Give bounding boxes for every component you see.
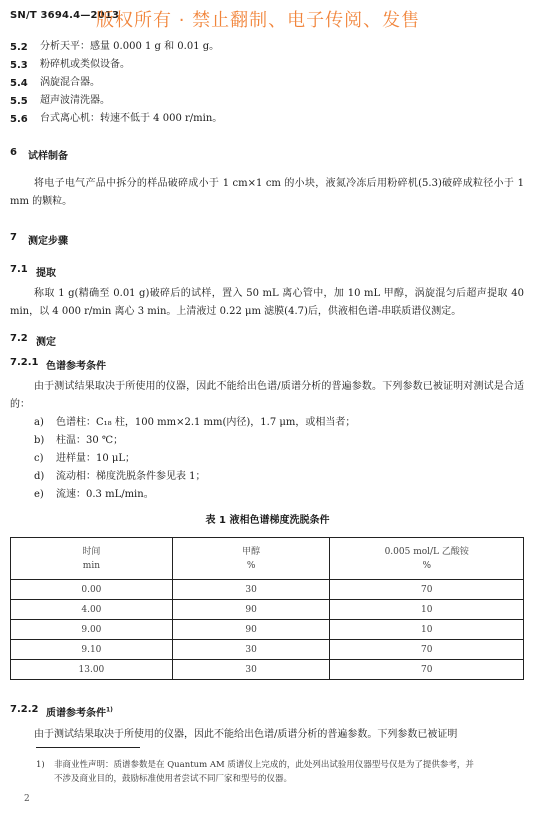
header-label: 0.005 mol/L 乙酸铵 <box>384 546 469 557</box>
section-number: 7 <box>10 232 17 243</box>
list-item: 流速：0.3 mL/min。 <box>56 489 154 500</box>
section-number: 6 <box>10 147 17 158</box>
item-number: 5.6 <box>10 114 28 125</box>
table-caption: 表 1 液相色谱梯度洗脱条件 <box>205 515 330 526</box>
section-title: 测定 <box>36 337 56 348</box>
ms-intro-paragraph: 由于测试结果取决于所使用的仪器，因此不能给出色谱/质谱分析的普遍参数。下列参数已被证明 <box>34 729 458 740</box>
section-number: 7.2.2 <box>10 704 39 715</box>
table-cell: 30 <box>172 640 330 660</box>
footnote-line: 不涉及商业目的，鼓励标准使用者尝试不同厂家和型号的仪器。 <box>54 774 293 784</box>
item-number: 5.4 <box>10 78 28 89</box>
standard-code: SN/T 3694.4—2013 <box>10 10 120 21</box>
header-unit: % <box>422 560 432 571</box>
table-row <box>11 660 524 680</box>
footnote-line: 非商业性声明：质谱参数是在 Quantum AM 质谱仪上完成的，此处列出试验用仪器型号仅是为了提供参考，并 <box>54 760 474 770</box>
list-item: 色谱柱：C₁₈ 柱，100 mm×2.1 mm(内径)，1.7 μm，或相当者； <box>56 417 356 428</box>
column-header-time <box>11 538 173 580</box>
column-header-methanol <box>172 538 330 580</box>
table-cell: 90 <box>172 620 330 640</box>
header-unit: % <box>246 560 256 571</box>
table-cell: 70 <box>330 580 524 600</box>
item-text: 台式离心机：转速不低于 4 000 r/min。 <box>40 113 223 124</box>
section-number: 7.1 <box>10 264 28 275</box>
section-title: 色谱参考条件 <box>46 361 106 372</box>
footnote-divider <box>36 747 140 748</box>
table-cell: 10 <box>330 600 524 620</box>
table-cell: 70 <box>330 660 524 680</box>
table-row <box>11 600 524 620</box>
table-cell: 0.00 <box>11 580 173 600</box>
header-unit: min <box>82 560 100 571</box>
section-title <box>46 704 113 719</box>
section-number: 7.2 <box>10 333 28 344</box>
gradient-table <box>10 537 524 680</box>
list-label: b) <box>34 435 45 446</box>
table-row <box>11 580 524 600</box>
item-text: 分析天平：感量 0.000 1 g 和 0.01 g。 <box>40 41 220 52</box>
footnote <box>36 758 474 786</box>
extraction-paragraph: 称取 1 g(精确至 0.01 g)破碎后的试样，置入 50 mL 离心管中，加 10 mL 甲醇，涡旋混匀后超声提取 40 min，以 4 000 r/min 离心 3 min。上清液过 0.22 μm 滤膜(4.7)后，供液相色谱-串联质谱仪测定。 <box>10 288 524 317</box>
column-header-ammonium-acetate <box>330 538 524 580</box>
list-label: c) <box>34 453 44 464</box>
item-number: 5.5 <box>10 96 28 107</box>
footnote-mark: 1) <box>36 760 45 770</box>
table-cell: 9.00 <box>11 620 173 640</box>
section-title: 测定步骤 <box>28 236 68 247</box>
table-cell: 13.00 <box>11 660 173 680</box>
header-label: 时间 <box>82 546 101 557</box>
list-label: e) <box>34 489 44 500</box>
section-number: 7.2.1 <box>10 357 39 368</box>
item-text: 粉碎机或类似设备。 <box>40 59 130 70</box>
table-cell: 10 <box>330 620 524 640</box>
table-cell: 30 <box>172 660 330 680</box>
item-text: 涡旋混合器。 <box>40 77 100 88</box>
table-cell: 4.00 <box>11 600 173 620</box>
table-header-row <box>11 538 524 580</box>
header-label: 甲醇 <box>242 546 261 557</box>
table-cell: 70 <box>330 640 524 660</box>
page-number: 2 <box>24 794 30 804</box>
item-number: 5.3 <box>10 60 28 71</box>
table-cell: 30 <box>172 580 330 600</box>
list-label: a) <box>34 417 44 428</box>
chromatography-intro-paragraph: 由于测试结果取决于所使用的仪器，因此不能给出色谱/质谱分析的普遍参数。下列参数已被证明对测试是合适的： <box>10 381 524 410</box>
section-title: 提取 <box>36 268 56 279</box>
copyright-watermark: 版权所有 · 禁止翻制、电子传阅、发售 <box>96 10 421 31</box>
footnote-ref: 1) <box>106 706 113 714</box>
table-cell: 90 <box>172 600 330 620</box>
list-item: 流动相：梯度洗脱条件参见表 1； <box>56 471 206 482</box>
section-title-text: 质谱参考条件 <box>46 708 106 719</box>
section-title: 试样制备 <box>28 151 68 162</box>
item-number: 5.2 <box>10 42 28 53</box>
list-label: d) <box>34 471 45 482</box>
table-row <box>11 640 524 660</box>
sample-prep-paragraph: 将电子电气产品中拆分的样品破碎成小于 1 cm×1 cm 的小块，液氮冷冻后用粉碎机(5.3)破碎成粒径小于 1 mm 的颗粒。 <box>10 178 524 207</box>
table-row <box>11 620 524 640</box>
list-item: 柱温：30 ℃； <box>56 435 124 446</box>
list-item: 进样量：10 μL； <box>56 453 136 464</box>
item-text: 超声波清洗器。 <box>40 95 110 106</box>
table-cell: 9.10 <box>11 640 173 660</box>
